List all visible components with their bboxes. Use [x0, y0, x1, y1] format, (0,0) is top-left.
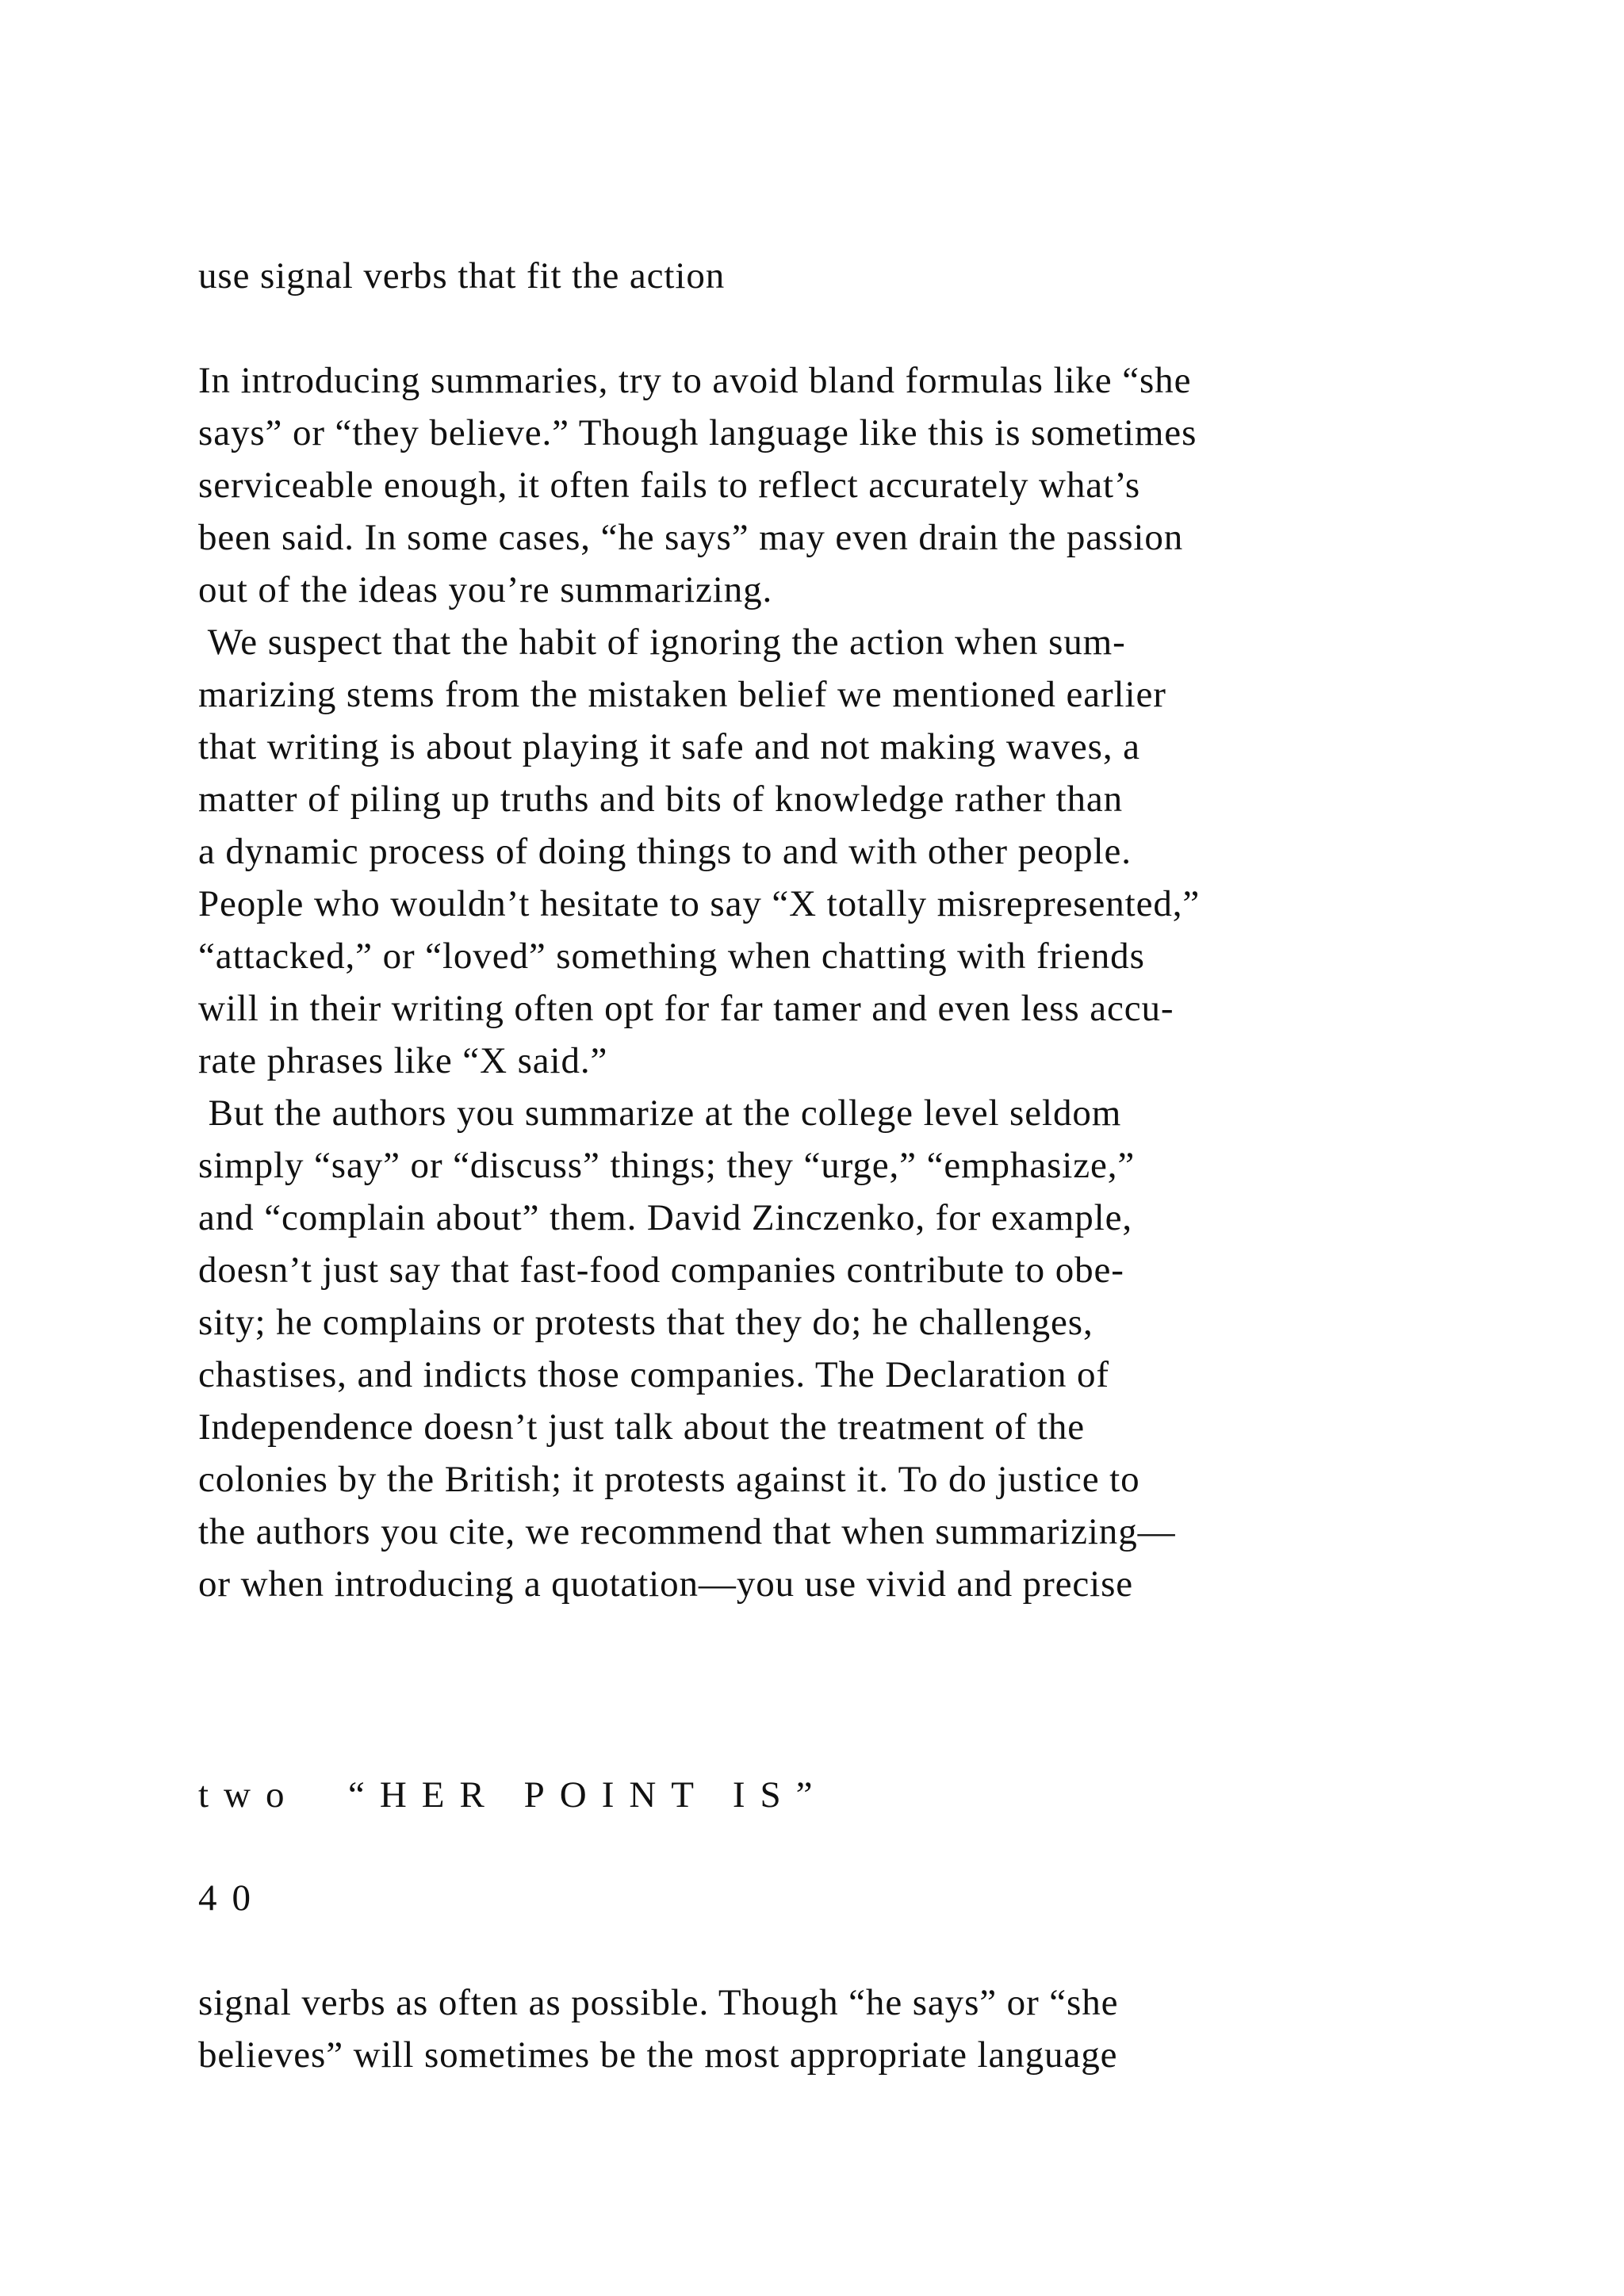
body-line: In introducing summaries, try to avoid bland formulas like “she	[198, 360, 1192, 401]
body-line: People who wouldn’t hesitate to say “X totally misrepresented,”	[198, 883, 1201, 924]
body-line: doesn’t just say that fast-food companies contribute to obe-	[198, 1249, 1124, 1291]
body-line: or when introducing a quotation—you use vivid and precise	[198, 1563, 1134, 1605]
body-line: “attacked,” or “loved” something when chatting with friends	[198, 936, 1145, 977]
body-line: simply “say” or “discuss” things; they “urge,” “emphasize,”	[198, 1145, 1136, 1186]
body-line: that writing is about playing it safe and not making waves, a	[198, 726, 1140, 767]
body-line: We suspect that the habit of ignoring the action when sum-	[198, 622, 1126, 663]
body-line: serviceable enough, it often fails to reflect accurately what’s	[198, 465, 1141, 506]
body-line: believes” will sometimes be the most appropriate language	[198, 2034, 1118, 2076]
body-line: marizing stems from the mistaken belief we mentioned earlier	[198, 674, 1166, 715]
body-line: But the authors you summarize at the college level seldom	[198, 1093, 1122, 1134]
body-line: matter of piling up truths and bits of knowledge rather than	[198, 779, 1124, 820]
body-line: will in their writing often opt for far tamer and even less accu-	[198, 988, 1174, 1029]
body-line: out of the ideas you’re summarizing.	[198, 569, 773, 610]
body-line: sity; he complains or protests that they do; he challenges,	[198, 1302, 1094, 1343]
body-line: the authors you cite, we recommend that when summarizing—	[198, 1511, 1176, 1552]
body-line: colonies by the British; it protests against it. To do justice to	[198, 1459, 1140, 1500]
body-line: rate phrases like “X said.”	[198, 1040, 608, 1081]
body-line: says” or “they believe.” Though language like this is sometimes	[198, 412, 1197, 453]
body-line: Independence doesn’t just talk about the treatment of the	[198, 1406, 1086, 1448]
section-heading: use signal verbs that fit the action	[198, 255, 726, 297]
running-head: two “HER POINT IS”	[198, 1774, 828, 1816]
body-line: chastises, and indicts those companies. The Declaration of	[198, 1354, 1109, 1395]
page-number: 40	[198, 1877, 266, 1919]
body-line: signal verbs as often as possible. Though “he says” or “she	[198, 1982, 1119, 2023]
body-line: been said. In some cases, “he says” may even drain the passion	[198, 517, 1184, 558]
body-line: and “complain about” them. David Zinczenko, for example,	[198, 1197, 1132, 1238]
body-line: a dynamic process of doing things to and with other people.	[198, 831, 1132, 872]
